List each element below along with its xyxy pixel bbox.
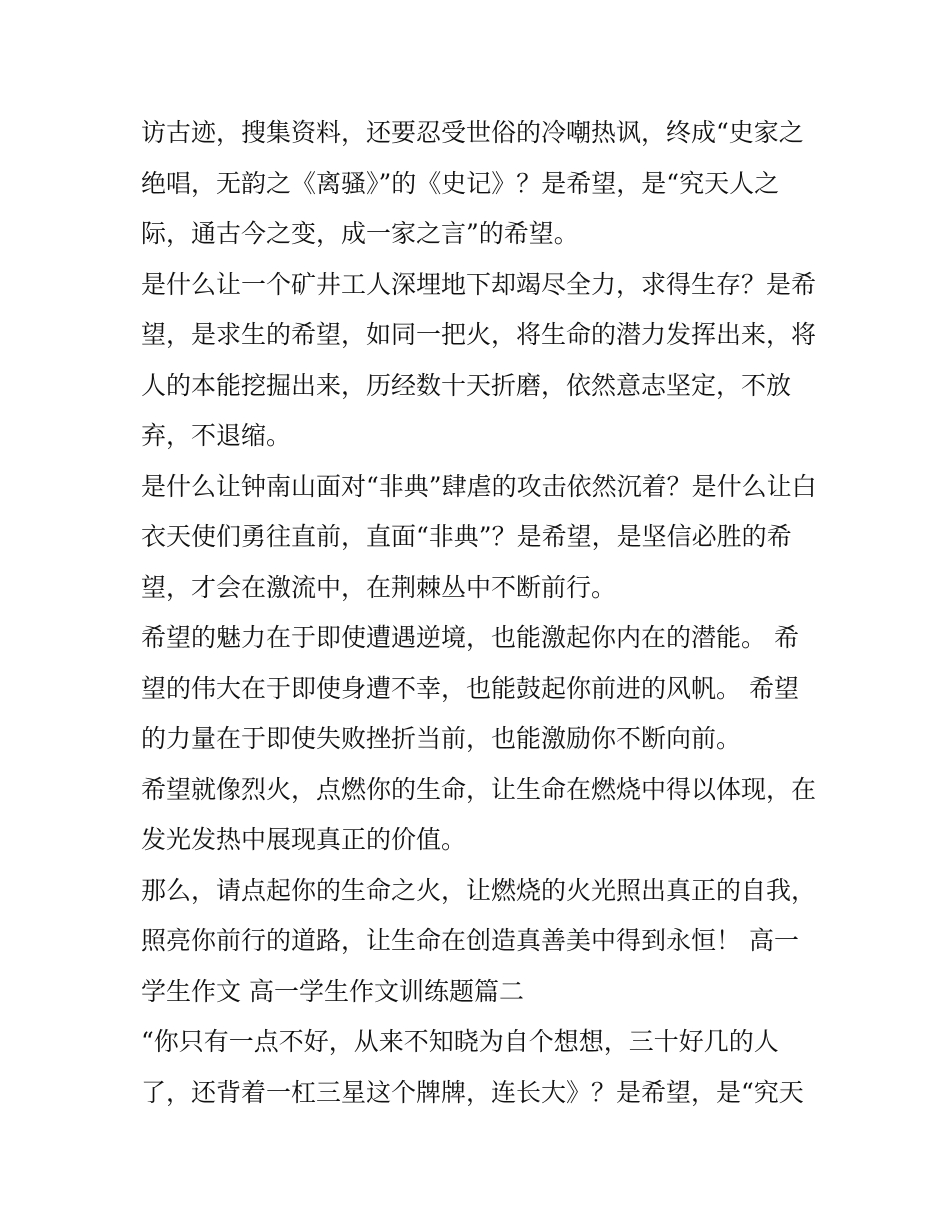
text-line: 发光发热中展现真正的价值。	[141, 825, 467, 854]
text-line: 照亮你前行的道路，让生命在创造真善美中得到永恒！ 高一	[141, 926, 799, 955]
text-line: 弃，不退缩。	[141, 421, 292, 450]
essay-text	[141, 108, 821, 1118]
text-line: 绝唱，无韵之《离骚》”的《史记》？是希望，是“究天人之	[141, 168, 780, 198]
text-line: 际，通古今之变，成一家之言”的希望。	[141, 219, 579, 248]
text-line: 望的伟大在于即使身遭不幸，也能鼓起你前进的风帆。 希望	[141, 673, 799, 703]
text-line: 人的本能挖掘出来，历经数十天折磨，依然意志坚定，不放	[141, 370, 792, 400]
text-line: “你只有一点不好，从来不知晓为自个想想，三十好几的人	[141, 1027, 779, 1056]
text-line: 了，还背着一杠三星这个牌牌，连长大》？是希望，是“究天	[141, 1077, 804, 1107]
text-line: 访古迹，搜集资料，还要忍受世俗的冷嘲热讽，终成“史家之	[141, 118, 804, 147]
text-line: 是什么让一个矿井工人深埋地下却竭尽全力，求得生存？是希	[141, 269, 817, 299]
text-line: 望，是求生的希望，如同一把火，将生命的潜力发挥出来，将	[141, 320, 817, 349]
text-line: 那么，请点起你的生命之火，让燃烧的火光照出真正的自我，	[141, 875, 817, 905]
text-line: 的力量在于即使失败挫折当前，也能激励你不断向前。	[141, 724, 742, 753]
text-line: 学生作文 高一学生作文训练题篇二	[141, 976, 524, 1006]
text-line: 衣天使们勇往直前，直面“非典”？是希望，是坚信必胜的希	[141, 522, 792, 551]
text-line: 是什么让钟南山面对“非典”肆虐的攻击依然沉着？是什么让白	[141, 471, 817, 501]
text-line: 希望的魅力在于即使遭遇逆境，也能激起你内在的潜能。 希	[141, 623, 799, 652]
text-line: 望，才会在激流中，在荆棘丛中不断前行。	[141, 572, 617, 602]
text-line: 希望就像烈火，点燃你的生命，让生命在燃烧中得以体现，在	[141, 774, 817, 804]
